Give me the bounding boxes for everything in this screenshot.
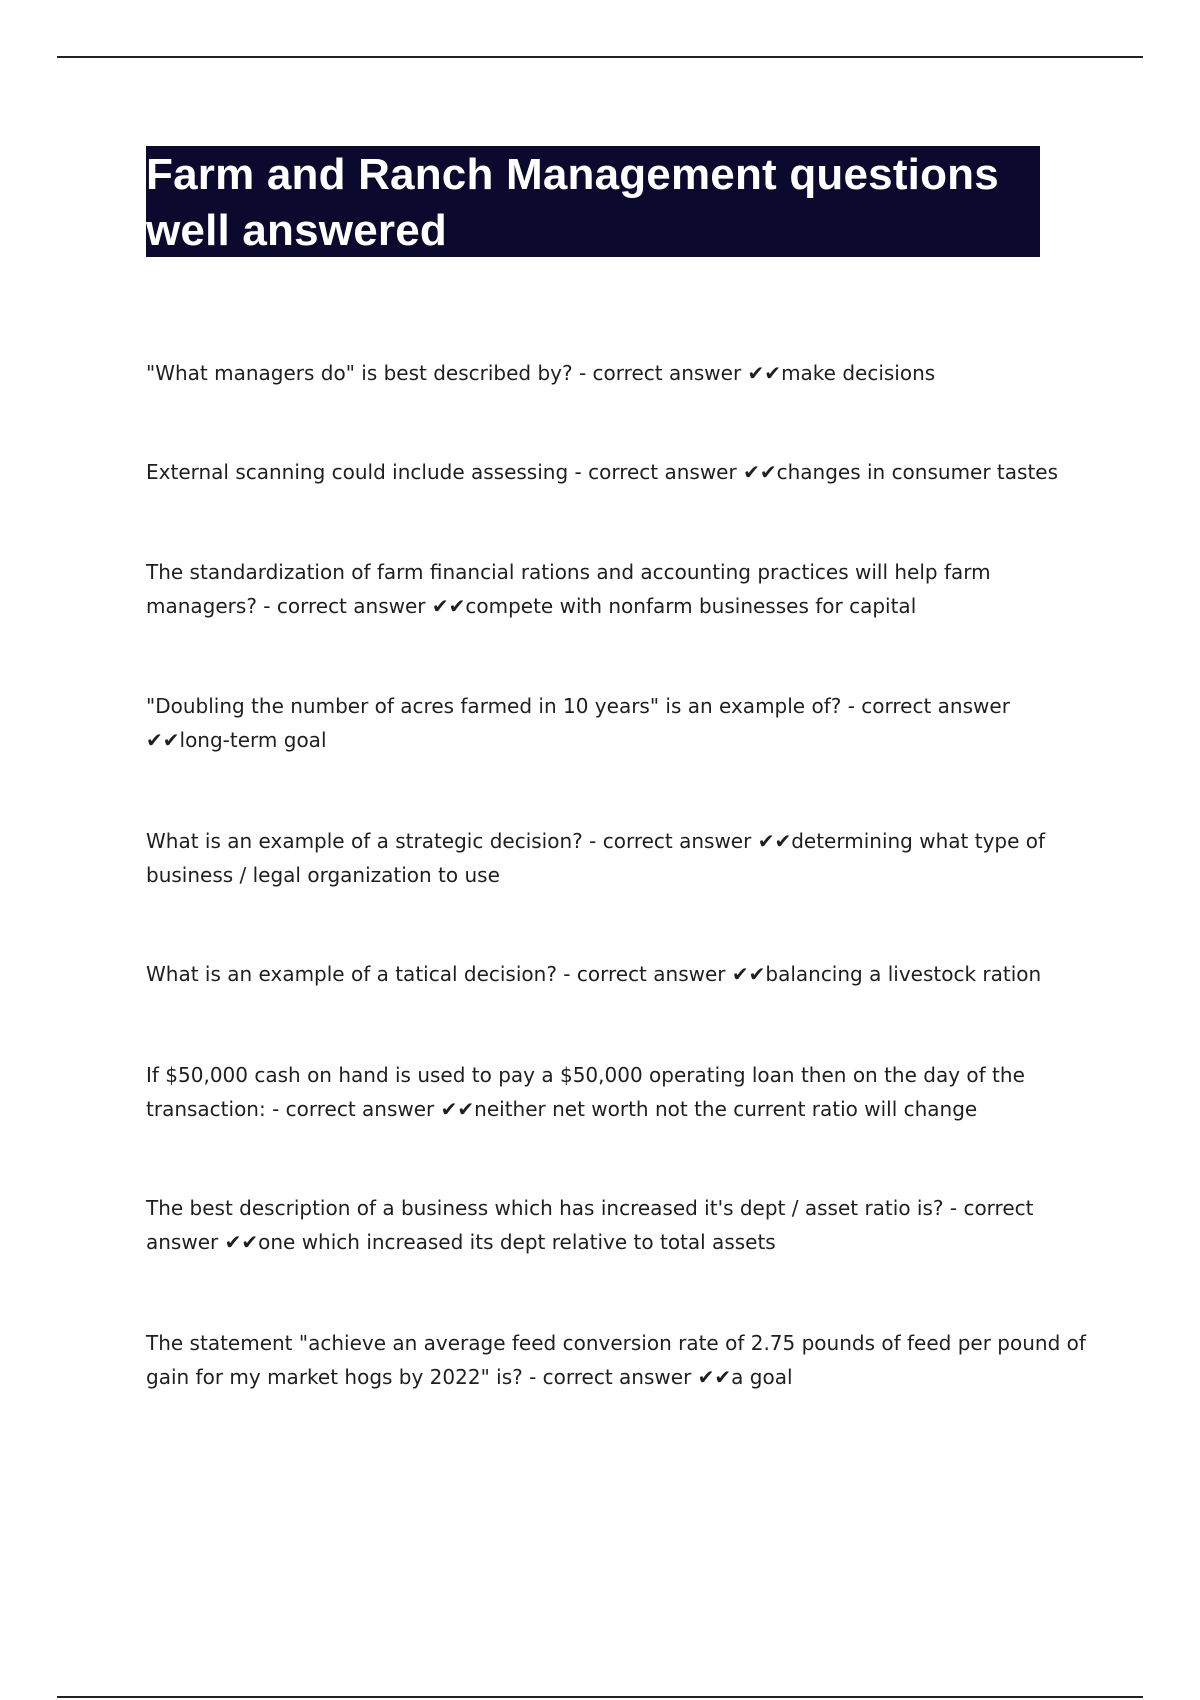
qa-item [146, 455, 1086, 489]
checkmark-icon: ✔✔ [747, 361, 782, 385]
qa-item [146, 689, 1086, 757]
answer-marker: - correct answer [529, 1365, 692, 1389]
qa-item [146, 1058, 1086, 1126]
answer-marker: - correct answer [578, 361, 742, 385]
checkmark-icon: ✔✔ [440, 1097, 475, 1121]
question-text: The statement "achieve an average feed conversion rate of 2.75 pounds of feed per pound of gain for my market hogs by 2022" is? [146, 1331, 1086, 1389]
answer-text: long-term goal [179, 728, 327, 752]
answer-text: compete with nonfarm businesses for capital [465, 594, 917, 618]
checkmark-icon: ✔✔ [146, 728, 180, 752]
qa-item [146, 555, 1086, 623]
qa-item [146, 957, 1086, 991]
checkmark-icon: ✔✔ [431, 594, 466, 618]
answer-marker: - correct answer [263, 594, 426, 618]
title-banner [146, 146, 1040, 257]
answer-text: changes in consumer tastes [776, 460, 1059, 484]
checkmark-icon: ✔✔ [743, 460, 777, 484]
qa-item [146, 1191, 1086, 1259]
answer-text: balancing a livestock ration [765, 962, 1042, 986]
answer-text: one which increased its dept relative to total assets [258, 1230, 776, 1254]
question-text: "Doubling the number of acres farmed in 10 years" is an example of? [146, 694, 842, 718]
answer-marker: - correct answer [574, 460, 737, 484]
question-text: "What managers do" is best described by? [146, 361, 573, 385]
answer-marker: - correct answer [563, 962, 726, 986]
question-text: The standardization of farm financial rations and accounting practices will help farm managers? [146, 560, 991, 618]
answer-marker: - correct answer [272, 1097, 435, 1121]
checkmark-icon: ✔✔ [697, 1365, 732, 1389]
question-text: The best description of a business which has increased it's dept / asset ratio is? [146, 1196, 944, 1220]
checkmark-icon: ✔✔ [757, 829, 792, 853]
checkmark-icon: ✔✔ [731, 962, 766, 986]
answer-text: determining what type of business / legal organization to use [146, 829, 1046, 887]
answer-text: make decisions [781, 361, 936, 385]
qa-item [146, 1326, 1086, 1394]
answer-marker: - correct answer [146, 1196, 1034, 1254]
question-text: What is an example of a strategic decision? [146, 829, 583, 853]
answer-text: a goal [731, 1365, 793, 1389]
answer-marker: - correct answer [589, 829, 752, 853]
qa-item [146, 356, 1086, 390]
bottom-rule [57, 1696, 1143, 1698]
checkmark-icon: ✔✔ [224, 1230, 259, 1254]
qa-item [146, 824, 1086, 892]
question-text: What is an example of a tatical decision? [146, 962, 557, 986]
answer-marker: - correct answer [847, 694, 1010, 718]
document-title: Farm and Ranch Management questions well answered [146, 150, 999, 255]
answer-text: neither net worth not the current ratio will change [474, 1097, 978, 1121]
question-text: External scanning could include assessing [146, 460, 569, 484]
top-rule [57, 56, 1143, 58]
question-text: If $50,000 cash on hand is used to pay a $50,000 operating loan then on the day of the transaction: [146, 1063, 1025, 1121]
